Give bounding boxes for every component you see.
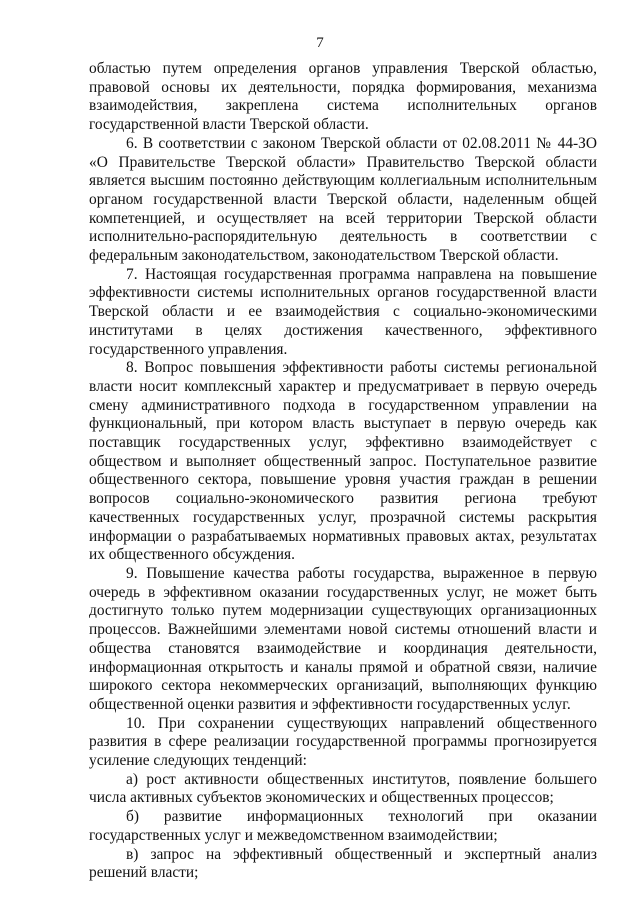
paragraph-7: 7. Настоящая государственная программа направлена на повышение эффективности системы исполнительных органов государственной власти Тверской области и ее взаимодействия с социально-экономическими институтами в целях достижения качественного, эффективного государственного управления. bbox=[89, 265, 597, 358]
paragraph-6: 6. В соответствии с законом Тверской области от 02.08.2011 № 44-ЗО «О Правительстве Тверской области» Правительство Тверской области является высшим постоянно действующим коллегиальным исполнительным органом государственной власти Тверской области, наделенным общей компетенцией, и осуществляет на всей территории Тверской области исполнительно-распорядительную деятельность в соответствии с федеральным законодательством, законодательством Тверской области. bbox=[89, 134, 597, 265]
list-item-b: б) развитие информационных технологий при оказании государственных услуг и межведомственном взаимодействии; bbox=[89, 808, 597, 844]
paragraph-9: 9. Повышение качества работы государства, выраженное в первую очередь в эффективном оказании государственных услуг, не может быть достигнуто только путем модернизации существующих организационных процессов. Важнейшими элементами новой системы отношений власти и общества становятся взаимодействие и координация деятельности, информационная открытость и каналы прямой и обратной связи, наличие широкого сектора некоммерческих организаций, выполняющих функцию общественной оценки развития и эффективности государственных услуг. bbox=[89, 564, 597, 713]
list-item-a: а) рост активности общественных институтов, появление большего числа активных субъектов экономических и общественных процессов; bbox=[89, 770, 597, 807]
paragraph-8: 8. Вопрос повышения эффективности работы системы региональной власти носит комплексный характер и предусматривает в первую очередь смену административного подхода в государственном управлении на функциональный, при котором власть выступает в первую очередь как поставщик государственных услуг, эффективно взаимодействует с обществом и выполняет общественный запрос. Поступательное развитие общественного сектора, повышение уровня участия граждан в решении вопросов социально-экономического развития региона требуют качественных государственных услуг, прозрачной системы раскрытия информации о разрабатываемых нормативных правовых актах, результатах их общественного обсуждения. bbox=[89, 359, 597, 564]
list-item-v: в) запрос на эффективный общественный и экспертный анализ решений власти; bbox=[89, 845, 597, 882]
page-number: 7 bbox=[316, 35, 324, 51]
document-body bbox=[89, 60, 597, 883]
paragraph-continuation: областью путем определения органов управления Тверской областью, правовой основы их деятельности, порядка формирования, механизма взаимодействия, закреплена система исполнительных органов государственной власти Тверской области. bbox=[89, 60, 597, 134]
paragraph-10: 10. При сохранении существующих направлений общественного развития в сфере реализации государственной программы прогнозируется усиление следующих тенденций: bbox=[89, 714, 597, 770]
